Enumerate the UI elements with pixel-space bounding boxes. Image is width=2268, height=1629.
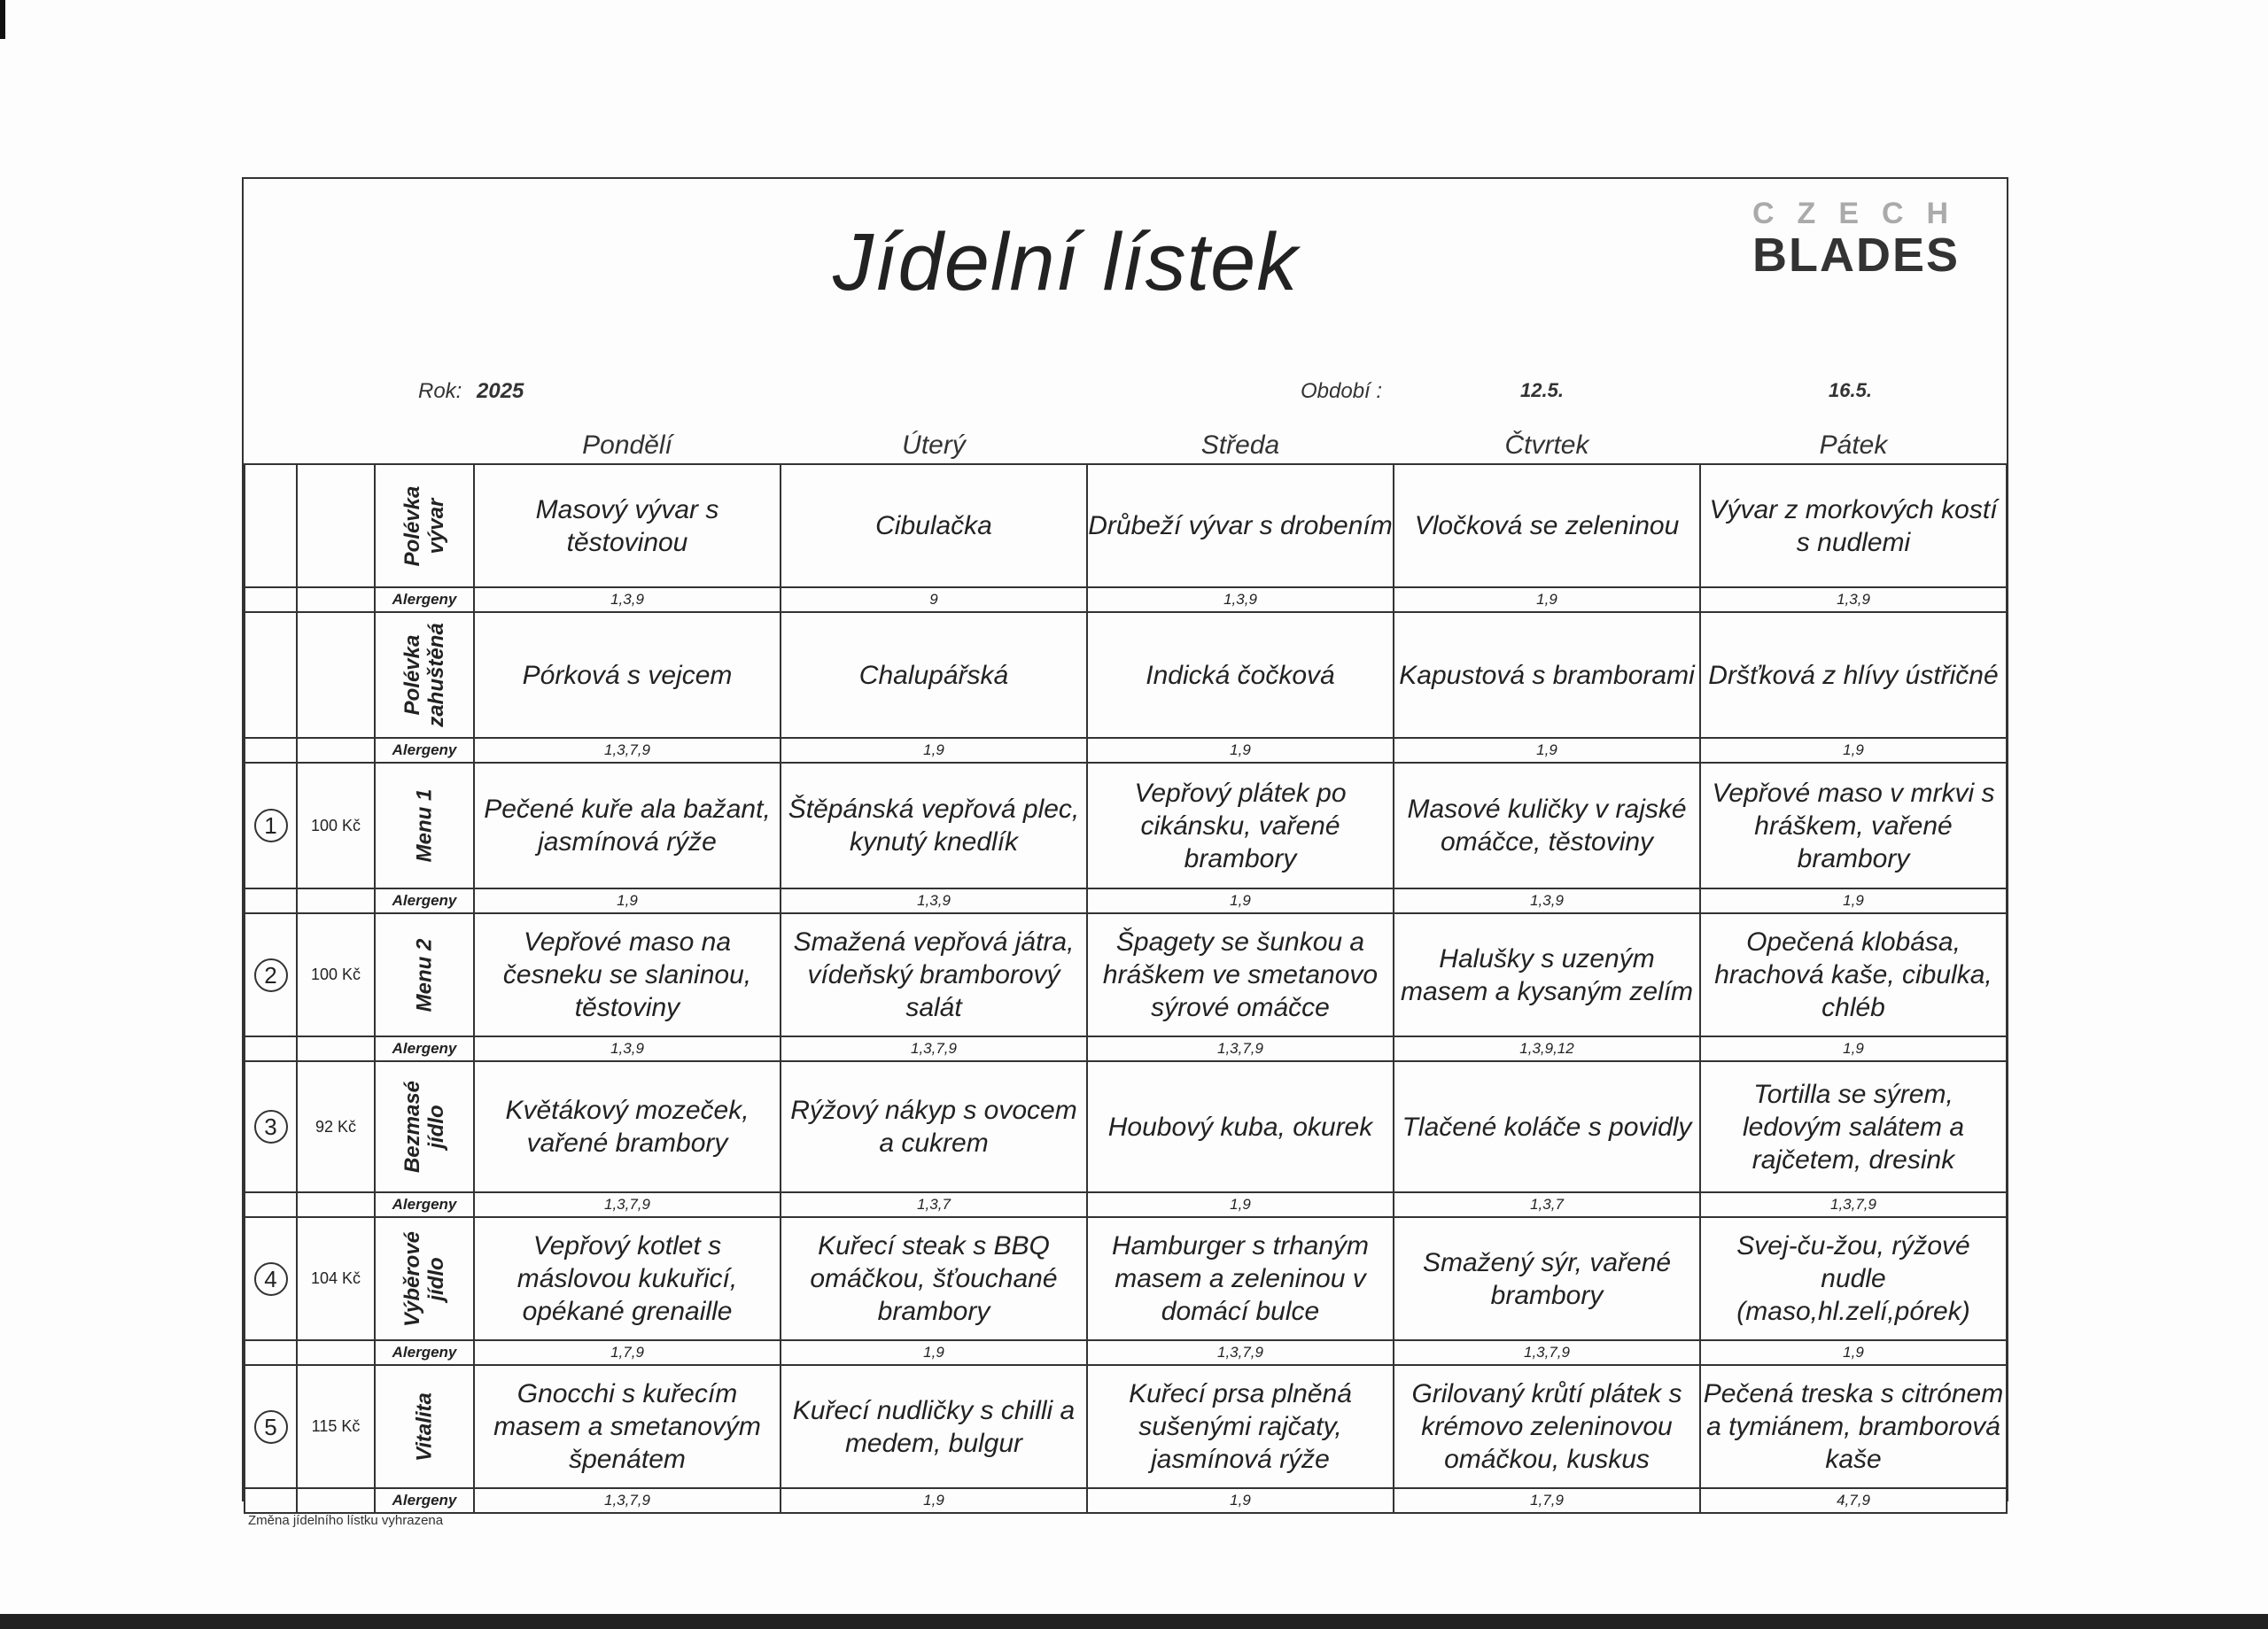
allergen-codes: 1,9 [781,1340,1087,1365]
menu-number-badge: 1 [254,809,288,842]
allergen-codes: 1,9 [1394,738,1700,763]
dish-cell: Halušky s uzeným masem a kysaným zelím [1394,913,1700,1036]
allergen-spacer [245,1036,297,1061]
day-header: Úterý [902,431,966,460]
dish-cell: Opečená klobása, hrachová kaše, cibulka, chléb [1700,913,2007,1036]
dish-cell: Kuřecí nudličky s chilli a medem, bulgur [781,1365,1087,1488]
period-to: 16.5. [1829,379,1872,401]
menu-number-badge: 3 [254,1110,288,1144]
dish-cell: Tortilla se sýrem, ledovým salátem a rajčetem, dresink [1700,1061,2007,1192]
allergen-codes: 1,7,9 [1394,1488,1700,1513]
menu-category-cell [375,464,474,587]
allergen-spacer [297,738,375,763]
allergen-codes: 1,3,7,9 [1087,1340,1394,1365]
dish-cell: Kuřecí prsa plněná sušenými rajčaty, jasmínová rýže [1087,1365,1394,1488]
dish-cell: Vepřový kotlet s máslovou kukuřicí, opékané grenaille [474,1217,781,1340]
menu-price: 115 Kč [297,1365,375,1488]
allergen-codes: 1,9 [1087,1192,1394,1217]
allergen-codes: 1,9 [1700,1340,2007,1365]
allergen-row [245,1340,2007,1365]
allergen-codes: 1,3,7 [781,1192,1087,1217]
menu-number-badge: 4 [254,1262,288,1296]
allergen-spacer [245,1488,297,1513]
company-logo [1752,197,1972,294]
allergen-spacer [297,1488,375,1513]
scan-edge-mark [0,0,5,39]
menu-row [245,464,2007,587]
dish-cell: Pečené kuře ala bažant, jasmínová rýže [474,763,781,888]
menu-category-cell [375,913,474,1036]
allergen-label: Alergeny [375,587,474,612]
allergen-spacer [245,738,297,763]
dish-cell: Vepřové maso v mrkvi s hráškem, vařené brambory [1700,763,2007,888]
allergen-spacer [297,888,375,913]
menu-category-label: Polévka zahuštěná [400,623,448,727]
menu-category-label: Menu 2 [412,938,437,1012]
menu-price: 100 Kč [297,763,375,888]
menu-price [297,612,375,738]
year-value: 2025 [477,379,524,403]
allergen-codes: 1,9 [1087,888,1394,913]
menu-number-cell [245,1061,297,1192]
allergen-spacer [245,888,297,913]
dish-cell: Indická čočková [1087,612,1394,738]
allergen-row [245,888,2007,913]
menu-number-cell [245,1217,297,1340]
menu-category-cell [375,612,474,738]
logo-top-text: CZECH [1752,197,1972,230]
dish-cell: Houbový kuba, okurek [1087,1061,1394,1192]
allergen-label: Alergeny [375,738,474,763]
menu-number-badge: 2 [254,958,288,992]
page-title: Jídelní lístek [833,217,1299,307]
dish-cell: Vývar z morkových kostí s nudlemi [1700,464,2007,587]
menu-price: 92 Kč [297,1061,375,1192]
allergen-codes: 1,9 [1700,738,2007,763]
dish-cell: Smažený sýr, vařené brambory [1394,1217,1700,1340]
allergen-codes: 1,3,7,9 [474,1192,781,1217]
day-header: Středa [1200,431,1280,460]
allergen-label: Alergeny [375,1340,474,1365]
allergen-row [245,738,2007,763]
menu-category-cell [375,1061,474,1192]
allergen-codes: 1,9 [1394,587,1700,612]
logo-bottom-text: BLADES [1752,229,1961,282]
allergen-codes: 1,3,7,9 [1700,1192,2007,1217]
dish-cell: Drůbeží vývar s drobením [1087,464,1394,587]
dish-cell: Grilovaný krůtí plátek s krémovo zeleninovou omáčkou, kuskus [1394,1365,1700,1488]
allergen-codes: 1,9 [1700,1036,2007,1061]
dish-cell: Masové kuličky v rajské omáčce, těstoviny [1394,763,1700,888]
menu-row [245,1365,2007,1488]
menu-price: 100 Kč [297,913,375,1036]
menu-number-cell [245,763,297,888]
dish-cell: Špagety se šunkou a hráškem ve smetanovo sýrové omáčce [1087,913,1394,1036]
allergen-codes: 1,3,7,9 [781,1036,1087,1061]
menu-price [297,464,375,587]
dish-cell: Květákový mozeček, vařené brambory [474,1061,781,1192]
menu-row [245,1061,2007,1192]
allergen-codes: 1,3,9 [781,888,1087,913]
period-from: 12.5. [1520,379,1564,401]
allergen-codes: 1,3,9 [1087,587,1394,612]
allergen-label: Alergeny [375,1036,474,1061]
allergen-label: Alergeny [375,1488,474,1513]
allergen-codes: 1,3,7 [1394,1192,1700,1217]
dish-cell: Dršťková z hlívy ústřičné [1700,612,2007,738]
dish-cell: Pórková s vejcem [474,612,781,738]
allergen-codes: 1,3,7,9 [1087,1036,1394,1061]
dish-cell: Vločková se zeleninou [1394,464,1700,587]
dish-cell: Vepřový plátek po cikánsku, vařené brambory [1087,763,1394,888]
allergen-row [245,587,2007,612]
year-label: Rok: [418,379,462,403]
allergen-codes: 1,3,9 [474,1036,781,1061]
allergen-spacer [297,587,375,612]
dish-cell: Masový vývar s těstovinou [474,464,781,587]
menu-category-label: Polévka vývar [400,485,448,566]
allergen-spacer [245,1192,297,1217]
allergen-codes: 1,9 [1087,1488,1394,1513]
allergen-codes: 1,3,7,9 [474,738,781,763]
allergen-codes: 1,9 [1700,888,2007,913]
menu-category-cell [375,1365,474,1488]
menu-category-cell [375,1217,474,1340]
allergen-label: Alergeny [375,888,474,913]
dish-cell: Kuřecí steak s BBQ omáčkou, šťouchané brambory [781,1217,1087,1340]
allergen-codes: 1,3,9,12 [1394,1036,1700,1061]
allergen-codes: 1,3,7,9 [474,1488,781,1513]
day-header: Čtvrtek [1504,431,1589,460]
dish-cell: Pečená treska s citrónem a tymiánem, bramborová kaše [1700,1365,2007,1488]
day-header: Pondělí [582,431,672,460]
footer-note: Změna jídelního lístku vyhrazena [248,1513,444,1528]
menu-number-cell [245,612,297,738]
allergen-codes: 4,7,9 [1700,1488,2007,1513]
dish-cell: Chalupářská [781,612,1087,738]
allergen-codes: 1,9 [781,1488,1087,1513]
scan-bottom-edge [0,1614,2268,1629]
allergen-spacer [297,1192,375,1217]
menu-number-cell [245,913,297,1036]
dish-cell: Gnocchi s kuřecím masem a smetanovým špenátem [474,1365,781,1488]
dish-cell: Tlačené koláče s povidly [1394,1061,1700,1192]
menu-category-cell [375,763,474,888]
menu-row [245,913,2007,1036]
allergen-codes: 9 [781,587,1087,612]
menu-number-cell [245,1365,297,1488]
dish-cell: Svej-ču-žou, rýžové nudle (maso,hl.zelí,pórek) [1700,1217,2007,1340]
dish-cell: Vepřové maso na česneku se slaninou, těstoviny [474,913,781,1036]
allergen-spacer [297,1036,375,1061]
allergen-codes: 1,3,9 [474,587,781,612]
dish-cell: Smažená vepřová játra, vídeňský bramborový salát [781,913,1087,1036]
allergen-codes: 1,9 [781,738,1087,763]
menu-table [244,463,2008,1514]
period-label: Období : [1301,379,1383,403]
allergen-codes: 1,3,7,9 [1394,1340,1700,1365]
menu-category-label: Vitalita [412,1392,437,1462]
dish-cell: Hamburger s trhaným masem a zeleninou v domácí bulce [1087,1217,1394,1340]
allergen-spacer [245,1340,297,1365]
allergen-spacer [245,587,297,612]
allergen-row [245,1036,2007,1061]
dish-cell: Rýžový nákyp s ovocem a cukrem [781,1061,1087,1192]
dish-cell: Štěpánská vepřová plec, kynutý knedlík [781,763,1087,888]
menu-category-label: Výběrové jídlo [400,1230,448,1327]
allergen-codes: 1,9 [1087,738,1394,763]
menu-category-label: Bezmasé jídlo [400,1080,448,1174]
allergen-label: Alergeny [375,1192,474,1217]
menu-row [245,1217,2007,1340]
allergen-codes: 1,7,9 [474,1340,781,1365]
allergen-codes: 1,3,9 [1700,587,2007,612]
dish-cell: Cibulačka [781,464,1087,587]
menu-number-cell [245,464,297,587]
menu-row [245,763,2007,888]
menu-price: 104 Kč [297,1217,375,1340]
allergen-row [245,1192,2007,1217]
menu-row [245,612,2007,738]
allergen-codes: 1,3,9 [1394,888,1700,913]
allergen-codes: 1,9 [474,888,781,913]
allergen-row [245,1488,2007,1513]
dish-cell: Kapustová s bramborami [1394,612,1700,738]
allergen-spacer [297,1340,375,1365]
menu-category-label: Menu 1 [412,788,437,863]
day-header: Pátek [1819,431,1888,460]
menu-number-badge: 5 [254,1410,288,1444]
